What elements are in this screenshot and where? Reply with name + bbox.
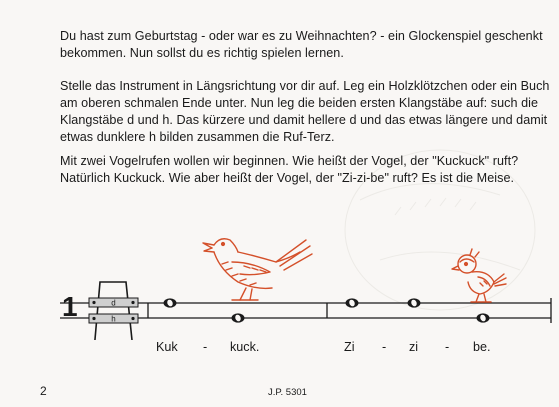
note-zi-2 bbox=[408, 298, 421, 307]
lyric-hyphen: - bbox=[445, 340, 450, 354]
music-example bbox=[0, 220, 559, 340]
bar-label-h: h bbox=[111, 314, 116, 324]
titmouse-icon bbox=[452, 249, 506, 302]
lyric-syllable: be. bbox=[473, 340, 491, 354]
page-number: 2 bbox=[40, 384, 47, 398]
lyric-hyphen: - bbox=[203, 340, 208, 354]
bird-call-paragraph: Mit zwei Vogelrufen wollen wir beginnen. Wie heißt der Vogel, der "Kuckuck" ruft? Natürlich Kuckuck. Wie aber heißt der Vogel, der "Zi-zi-be" ruft? Es ist die Meise. bbox=[60, 154, 519, 185]
catalog-code: J.P. 5301 bbox=[268, 387, 307, 398]
lyric-syllable: kuck. bbox=[230, 340, 260, 354]
lyric-syllable: Kuk bbox=[156, 340, 178, 354]
lyric-syllable: zi bbox=[409, 340, 419, 354]
instruction-paragraph: Stelle das Instrument in Längsrichtung vor dir auf. Leg ein Holzklötzchen oder ein Buch am oberen schmalen Ende unter. Nun leg die beiden ersten Klangstäbe auf: such die Klangstäbe d und h. Das kürzere und damit hellere d und das etwas längere und damit etwas dunklere h bilden zusammen die Ruf-Terz. bbox=[60, 79, 550, 144]
note-kuck bbox=[232, 313, 245, 322]
intro-paragraph: Du hast zum Geburtstag - oder war es zu Weihnachten? - ein Glockenspiel geschenkt bekommen. Nun sollst du es richtig spielen lernen. bbox=[60, 29, 543, 60]
note-kuk bbox=[164, 298, 177, 307]
cuckoo-icon bbox=[203, 239, 312, 300]
bar-label-d: d bbox=[111, 298, 116, 308]
note-be bbox=[477, 313, 490, 322]
lyric-hyphen: - bbox=[382, 340, 387, 354]
glockenspiel-icon bbox=[89, 282, 139, 340]
lyric-syllable: Zi bbox=[344, 340, 355, 354]
note-zi-1 bbox=[346, 298, 359, 307]
exercise-number: 1 bbox=[62, 291, 78, 322]
